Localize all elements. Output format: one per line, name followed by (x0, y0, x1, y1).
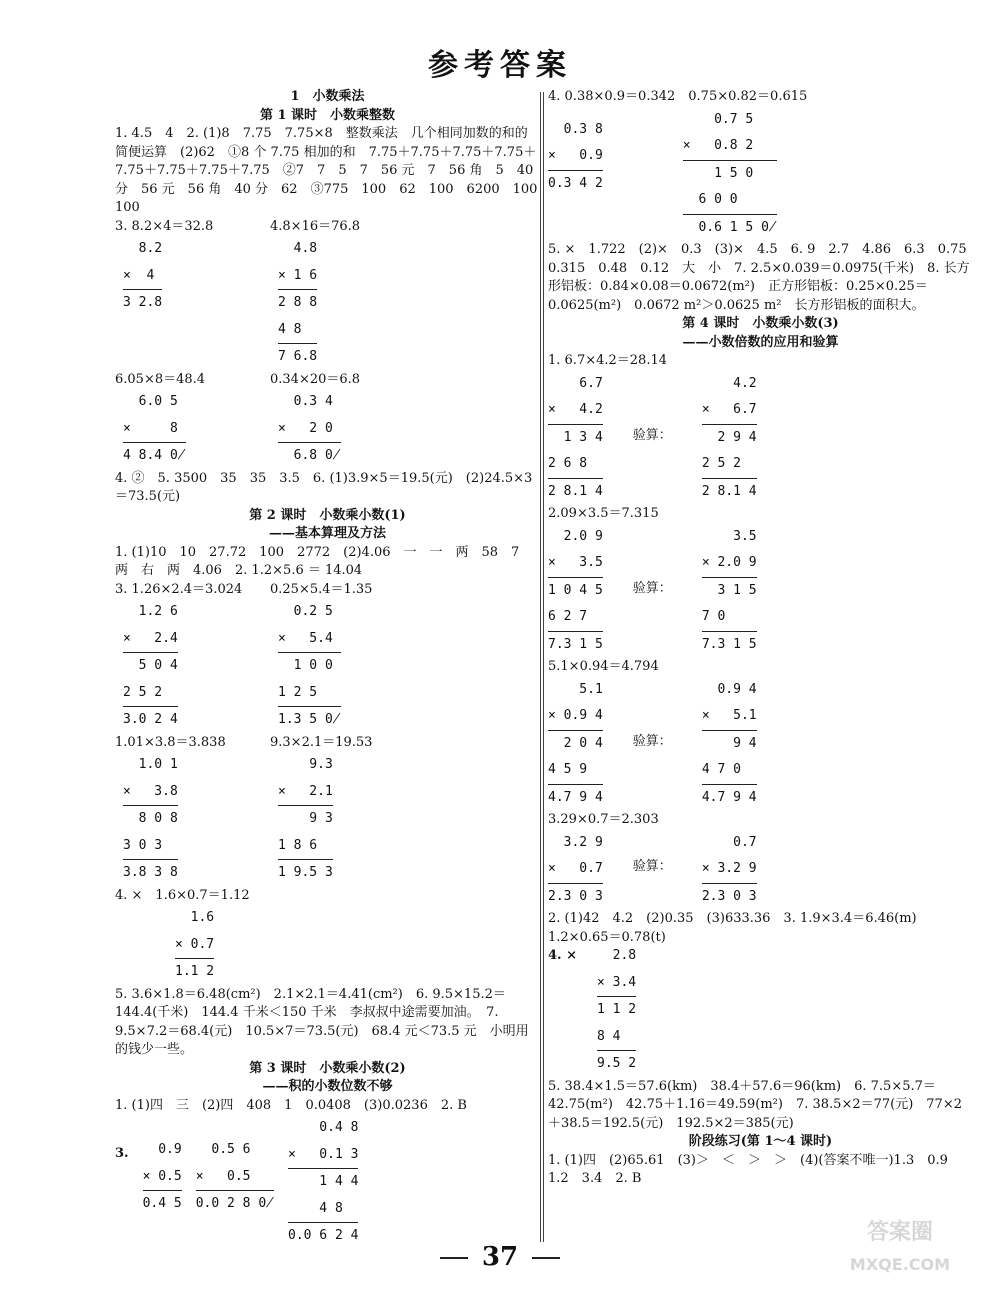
lesson-2-q5: 5. 3.6×1.8＝6.48(cm²) 2.1×2.1＝4.41(cm²) 6. 9.5×15.2＝144.4(千米) 144.4 千米＜150 千米 李叔叔中途需要加油。 7. 9.5×7.2＝68.4(元) 10.5×7＝73.5(元) 68.4 元＜73.5 元 小明用的钱少一些。 (115, 986, 529, 1057)
calc-line: 0.3 4 (278, 394, 333, 409)
lesson-2-subtitle: ——基本算理及方法 (268, 526, 386, 541)
calc-line: 1 1 2 (597, 1002, 637, 1017)
vertical-calc (175, 905, 214, 986)
column-divider (540, 92, 541, 1242)
equation: 4.8×16＝76.8 (270, 218, 361, 234)
calc-line: 2 8 8 (278, 295, 318, 310)
calc-line: 9.5 2 (597, 1056, 637, 1071)
calc-line: 6.7 (548, 375, 603, 391)
calc-line: 7 6.8 (278, 349, 318, 364)
calc-line: 5 0 4 (123, 658, 178, 673)
lesson-4-subtitle: ——小数倍数的应用和验算 (682, 334, 839, 350)
calc-line: 0.0 6 2 4 (288, 1228, 359, 1243)
calc-line: 9 3 (278, 811, 333, 826)
right-q4-equation: 4. 0.38×0.9＝0.342 0.75×0.82＝0.615 (548, 89, 808, 104)
calc-line: × 3.8 (123, 779, 178, 807)
calc-line: 7.3 1 5 (701, 636, 757, 652)
calc-line: × 0.9 4 (548, 703, 603, 731)
lesson-2-q3-bottom (115, 734, 540, 887)
calc-line: 2.8 (597, 948, 637, 963)
page-number: 37 (481, 1242, 519, 1272)
watermark-text: MXQE.COM (849, 1255, 951, 1274)
lesson-3-q1: 1. (1)四 三 (2)四 408 1 0.0408 (3)0.0236 2. B (115, 1097, 467, 1113)
calc-line: 0.4 5 (142, 1196, 182, 1211)
calc-line: 1.3 5 0̸ (278, 712, 341, 727)
calc-pair (548, 677, 973, 812)
calc-line: × 5.4 (278, 626, 341, 654)
equation: 3. 8.2×4＝32.8 (115, 218, 214, 234)
right-q5: 5. × 1.722 (2)× 0.3 (3)× 4.5 6. 9 2.7 4.86 6.3 0.75 0.315 0.48 0.12 大 小 7. 2.5×0.039＝0.0975(千米) 8. 长方形铝板：0.84×0.08＝0.0672(m²) 正方形铝板：0.25×0.25＝0.0625(m²) 0.0672 m²＞0.0625 m² 长方形铝板的面积大。 (548, 242, 980, 313)
calc-line: 1 9.5 3 (278, 865, 333, 880)
vertical-calc (548, 677, 603, 812)
lesson-3-q3 (115, 1115, 540, 1250)
check-label: 验算： (632, 580, 672, 596)
lesson-1-q1: 1. 4.5 4 2. (1)8 7.75 7.75×8 整数乘法 几个相同加数的和的简便运算 (2)62 ①8 个 7.75 相加的和 7.75＋7.75＋7.75＋7.75＋7.75＋7.75＋7.75＋7.75 ②7 7 5 7 56 元 7 56 角 5 40 分 56 元 56 角 40 分 62 ③775 100 62 100 6200 100 100 (115, 126, 551, 215)
calc-line: 0.9 (142, 1142, 182, 1157)
equation: 0.25×5.4＝1.35 (270, 581, 373, 597)
lesson-4-q5: 5. 38.4×1.5＝57.6(km) 38.4＋57.6＝96(km) 6. 7.5×5.7＝42.75(m²) 42.75＋1.16＝49.59(m²) 7. 38.5×2＝77(元) 77×2＋38.5＝192.5(元) 192.5×2＝385(元) (548, 1078, 962, 1131)
vertical-calc (278, 236, 317, 371)
vertical-calc (278, 389, 341, 470)
vertical-calc (196, 1137, 274, 1218)
vertical-calc (702, 830, 757, 911)
check-label: 验算： (632, 427, 672, 443)
calc-line: × 6.7 (702, 397, 757, 425)
calc-line: 4.7 9 4 (701, 789, 757, 805)
stage-practice-title: 阶段练习(第 1～4 课时) (688, 1134, 833, 1149)
calc-line: 8 0 8 (123, 811, 178, 826)
calc-line: 2 8.1 4 (701, 483, 757, 499)
calc-line: 1 8 6 (278, 833, 333, 861)
equation: 0.34×20＝6.8 (270, 371, 361, 387)
vertical-calc (597, 943, 636, 1078)
calc-line: 8 4 (597, 1024, 636, 1052)
equation: 9.3×2.1＝19.53 (270, 734, 373, 750)
calc-pair (548, 830, 973, 911)
vertical-calc (702, 371, 757, 506)
vertical-calc (702, 524, 757, 659)
calc-line: 0.9 4 (701, 681, 757, 697)
calc-line: 2 5 2 (702, 451, 757, 479)
vertical-calc (702, 677, 757, 812)
calc-line: 3.5 (701, 528, 757, 544)
question-label: 3. (115, 1146, 129, 1161)
calc-line: 0.6 1 5 0̸ (682, 219, 777, 235)
equation: 2.09×3.5＝7.315 (548, 506, 659, 521)
lesson-1-q4: 4. ② 5. 3500 35 35 3.5 6. (1)3.9×5＝19.5(元) (2)24.5×3＝73.5(元) (115, 470, 533, 504)
lesson-3-title: 第 3 课时 小数乘小数(2) (249, 1060, 406, 1076)
calc-line: 1 0 0 (278, 658, 333, 673)
vertical-calc (123, 752, 178, 887)
vertical-calc (278, 599, 341, 734)
calc-line: 0.7 (701, 834, 757, 850)
calc-line: 0.4 8 (288, 1120, 359, 1135)
vertical-calc (548, 524, 603, 659)
calc-line: 1.1 2 (175, 964, 215, 979)
calc-line: 1.0 1 (123, 757, 178, 772)
calc-line: × 2.1 (278, 779, 333, 807)
vertical-calc (143, 1137, 182, 1218)
calc-line: 0.2 5 (278, 604, 333, 619)
equation: 1.01×3.8＝3.838 (115, 734, 226, 750)
lesson-2-q3-top (115, 581, 540, 734)
check-label: 验算： (632, 733, 672, 749)
lesson-1-title: 第 1 课时 小数乘整数 (259, 107, 396, 123)
lesson-3-subtitle: ——积的小数位数不够 (262, 1079, 393, 1094)
calc-line: 4.8 (278, 241, 318, 256)
calc-line: 4 8 (278, 317, 317, 345)
calc-line: × 2 0 (278, 416, 341, 444)
calc-line: 6.8 0̸ (278, 448, 341, 463)
calc-line: 8.2 (123, 241, 163, 256)
calc-line: 2 0 4 (548, 735, 603, 751)
calc-line: × 3.5 (548, 550, 603, 578)
calc-line: 1 2 5 (278, 680, 341, 708)
calc-line: × 4 (123, 263, 162, 291)
calc-line: 7 0 (702, 604, 757, 632)
calc-line: 4 8 (288, 1196, 358, 1224)
calc-line: × 0.7 (175, 932, 214, 960)
calc-pair (548, 371, 973, 506)
calc-line: 1 5 0 (682, 165, 754, 181)
lesson-2-q4: 4. × 1.6×0.7＝1.12 (115, 887, 250, 903)
left-column (115, 88, 551, 1250)
footer-dash (440, 1257, 468, 1259)
lesson-2-q1: 1. (1)10 10 27.72 100 2772 (2)4.06 一 一 两 58 7 两 右 两 4.06 2. 1.2×5.6 ＝ 14.04 (115, 544, 533, 578)
calc-line: × 5.1 (702, 703, 757, 731)
calc-line: 1 0 4 5 (548, 582, 603, 598)
calc-line: 9 4 (701, 735, 757, 751)
equation: 3. 1.26×2.4＝3.024 (115, 581, 243, 597)
calc-line: 2.3 0 3 (701, 888, 757, 904)
unit-title: 1 小数乘法 (290, 89, 365, 104)
calc-line: × 3.4 (597, 970, 636, 998)
calc-line: 2 5 2 (123, 680, 178, 708)
equation: 5.1×0.94＝4.794 (548, 659, 659, 674)
vertical-calc (548, 830, 603, 911)
calc-line: 4.7 9 4 (548, 789, 603, 805)
calc-line: × 0.5 (196, 1164, 274, 1192)
calc-line: 2 9 4 (701, 429, 757, 445)
vertical-calc (683, 107, 777, 242)
calc-line: × 0.8 2 (683, 133, 777, 161)
calc-line: 3 1 5 (701, 582, 757, 598)
vertical-calc (123, 389, 186, 470)
calc-line: 4.2 (701, 375, 757, 391)
calc-line: × 0.9 (548, 143, 603, 171)
calc-line: 3.8 3 8 (123, 865, 178, 880)
calc-line: 6 0 0 (683, 187, 777, 215)
calc-line: 0.7 5 (682, 111, 754, 127)
right-column (548, 88, 980, 1189)
calc-line: 2.3 0 3 (548, 888, 603, 904)
calc-line: 1.2 6 (123, 604, 178, 619)
calc-line: 3 0 3 (123, 833, 178, 861)
calc-line: 2 6 8 (548, 451, 603, 479)
calc-line: × 0.7 (548, 856, 603, 884)
vertical-calc (123, 599, 178, 734)
calc-line: 2.0 9 (548, 528, 603, 544)
calc-line: 0.3 8 (548, 121, 603, 137)
calc-line: 0.5 6 (195, 1142, 251, 1157)
calc-line: × 3.2 9 (702, 856, 757, 884)
vertical-calc (278, 752, 333, 887)
calc-line: 3.0 2 4 (123, 712, 178, 727)
vertical-calc (548, 117, 603, 198)
vertical-calc (548, 371, 603, 506)
calc-line: 1 4 4 (288, 1174, 359, 1189)
calc-line: × 0.5 (143, 1164, 182, 1192)
calc-line: × 4.2 (548, 397, 603, 425)
calc-line: × 2.0 9 (702, 550, 757, 578)
lesson-1-q3-top (115, 218, 540, 371)
calc-line: 4 8.4 0̸ (123, 448, 186, 463)
check-label: 验算： (632, 858, 672, 874)
calc-line: 4 5 9 (548, 757, 603, 785)
vertical-calc (288, 1115, 358, 1250)
calc-line: × 0.1 3 (288, 1142, 358, 1170)
lesson-4-q2: 2. (1)42 4.2 (2)0.35 (3)633.36 3. 1.9×3.4＝6.46(m) 1.2×0.65＝0.78(t) (548, 911, 930, 945)
page-title: 参考答案 (428, 48, 572, 83)
calc-line: × 8 (123, 416, 186, 444)
vertical-calc (123, 236, 162, 317)
question-label: 4. × (548, 948, 577, 963)
calc-line: 6 2 7 (548, 604, 603, 632)
calc-line: 7.3 1 5 (548, 636, 603, 652)
calc-line: 6.0 5 (123, 394, 178, 409)
calc-line: 1 3 4 (548, 429, 603, 445)
stage-practice-q1: 1. (1)四 (2)65.61 (3)＞ ＜ ＞ ＞ (4)(答案不唯一)1.3 0.9 1.2 3.4 2. B (548, 1152, 961, 1186)
calc-line: 5.1 (548, 681, 603, 697)
equation: 3.29×0.7＝2.303 (548, 812, 659, 827)
lesson-2-title: 第 2 课时 小数乘小数(1) (249, 507, 406, 523)
calc-line: 1.6 (175, 910, 215, 925)
calc-line: 9.3 (278, 757, 333, 772)
equation: 1. 6.7×4.2＝28.14 (548, 353, 667, 368)
right-q4-calcs (548, 107, 973, 242)
calc-pair (548, 524, 973, 659)
calc-line: 0.0 2 8 0̸ (195, 1196, 274, 1211)
lesson-4-q4 (548, 947, 973, 1078)
calc-line: 3 2.8 (123, 295, 163, 310)
lesson-1-q3-bottom (115, 371, 540, 470)
calc-line: 2 8.1 4 (548, 483, 603, 499)
lesson-4-title: 第 4 课时 小数乘小数(3) (682, 316, 839, 331)
footer-dash (532, 1257, 560, 1259)
calc-line: 0.3 4 2 (548, 175, 603, 191)
equation: 6.05×8＝48.4 (115, 371, 206, 387)
calc-line: × 2.4 (123, 626, 178, 654)
watermark-logo (830, 1217, 970, 1297)
calc-line: 3.2 9 (548, 834, 603, 850)
watermark-text: 答案圈 (866, 1220, 933, 1245)
column-divider-2 (543, 92, 544, 1242)
calc-line: 4 7 0 (702, 757, 757, 785)
calc-line: × 1 6 (278, 263, 317, 291)
